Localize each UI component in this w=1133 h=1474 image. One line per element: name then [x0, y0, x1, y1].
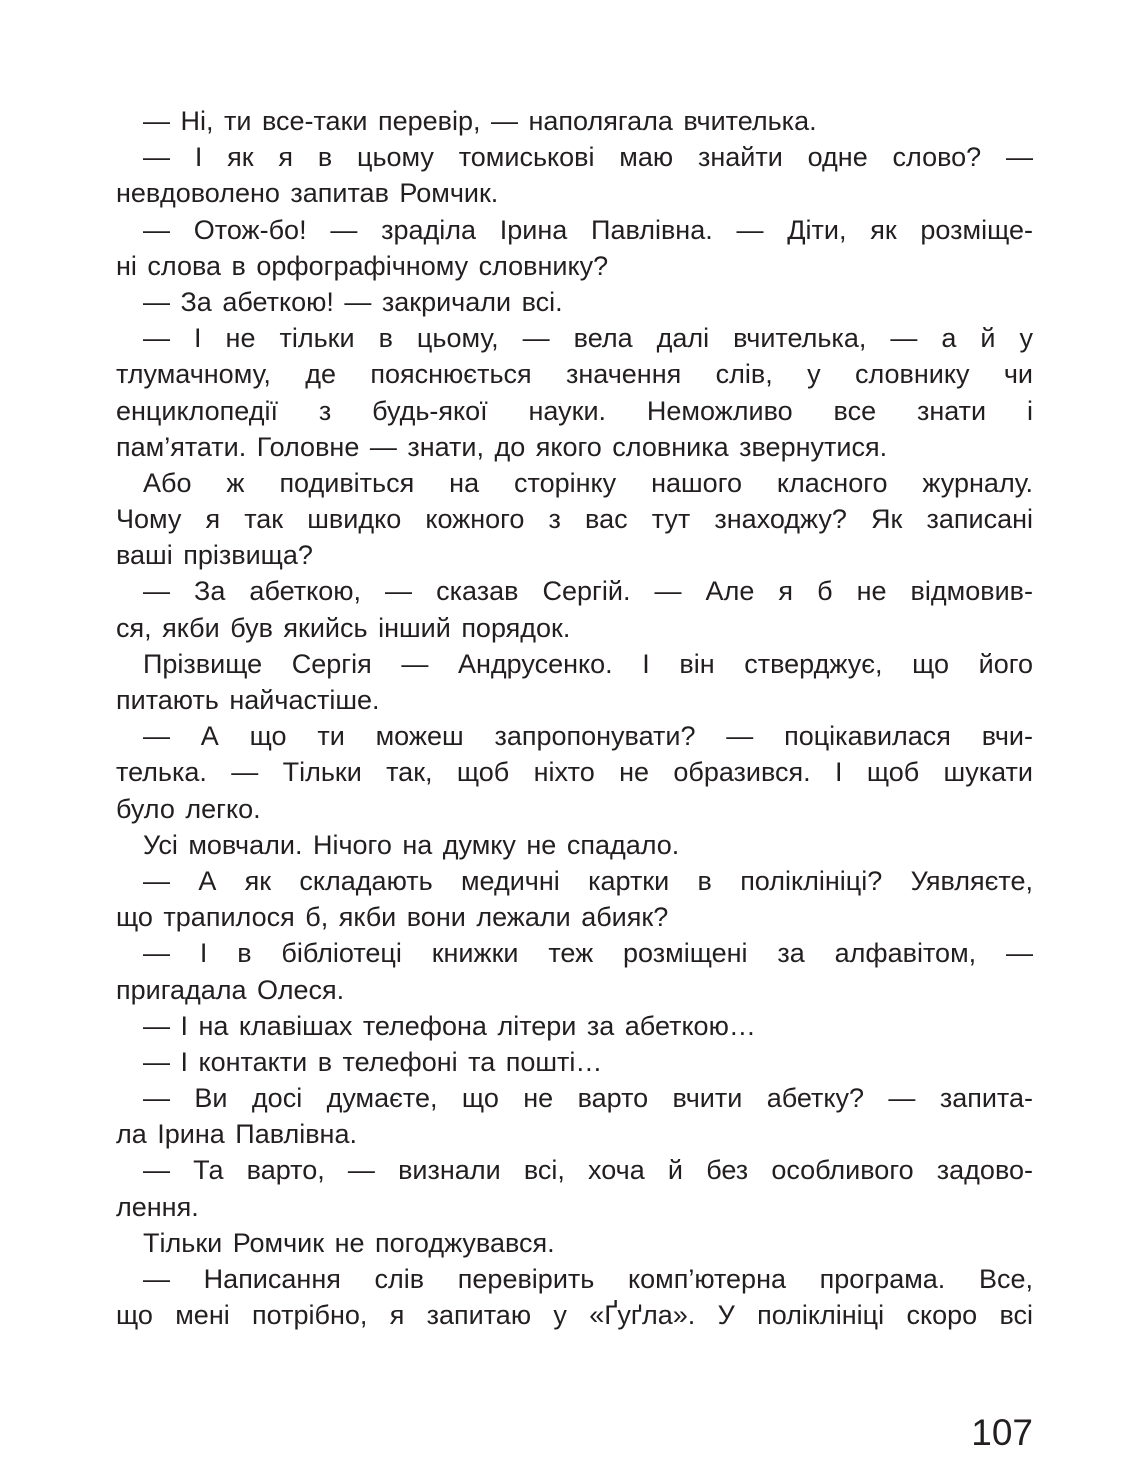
text-line: ні слова в орфографічному словнику?	[116, 250, 609, 281]
text-line: — І не тільки в цьому, — вела далі вчителька, — а й у	[143, 323, 1033, 354]
text-line: що трапилося б, якби вони лежали абияк?	[116, 902, 669, 933]
page-text	[116, 103, 1033, 1333]
text-line: — Ні, ти все-таки перевір, — наполягала вчителька.	[143, 106, 817, 136]
text-line: що мені потрібно, я запитаю у «Ґуґла». У поліклініці скоро всі	[116, 1300, 1033, 1331]
text-line: ваші прізвища?	[116, 540, 313, 571]
text-line: ся, якби був якийсь інший порядок.	[116, 612, 571, 643]
text-line: — За абеткою, — сказав Сергій. — Але я б не відмовив-	[143, 576, 1033, 607]
text-line: питають найчастіше.	[116, 685, 380, 715]
text-line: було легко.	[116, 793, 261, 824]
text-line: — А що ти можеш запропонувати? — поцікавилася вчи-	[143, 721, 1033, 752]
text-line: пригадала Олеся.	[116, 974, 345, 1005]
text-line: — І як я в цьому томиськові маю знайти одне слово? —	[143, 142, 1033, 173]
text-line: — Та варто, — визнали всі, хоча й без особливого задово-	[143, 1155, 1033, 1186]
text-line: — І на клавішах телефона літери за абеткою…	[143, 1010, 756, 1041]
text-line: — А як складають медичні картки в поліклініці? Уявляєте,	[143, 865, 1033, 896]
text-line: — Написання слів перевірить комп’ютерна програма. Все,	[143, 1264, 1033, 1294]
text-line: — Отож-бо! — зраділа Ірина Павлівна. — Діти, як розміще-	[143, 214, 1033, 245]
page-number: 107	[971, 1412, 1033, 1453]
text-line: пам’ятати. Головне — знати, до якого словника звернутися.	[116, 431, 888, 462]
text-line: енциклопедії з будь-якої науки. Неможливо все знати і	[116, 395, 1033, 426]
text-line: телька. — Тільки так, щоб ніхто не образився. І щоб шукати	[116, 757, 1033, 788]
text-line: — Ви досі думаєте, що не варто вчити абетку? — запита-	[143, 1083, 1033, 1114]
text-line: Прізвище Сергія — Андрусенко. І він стверджує, що його	[143, 648, 1033, 679]
text-line: невдоволено запитав Ромчик.	[116, 178, 499, 209]
text-line: — За абеткою! — закричали всі.	[143, 286, 563, 317]
text-line: Чому я так швидко кожного з вас тут знаходжу? Як записані	[116, 504, 1033, 535]
text-line: лення.	[116, 1191, 199, 1222]
text-line: тлумачному, де пояснюється значення слів, у словнику чи	[116, 359, 1033, 390]
text-line: Тільки Ромчик не погоджувався.	[143, 1227, 555, 1258]
text-line: Усі мовчали. Нічого на думку не спадало.	[143, 829, 680, 860]
text-line: ла Ірина Павлівна.	[116, 1119, 357, 1150]
text-line: — І контакти в телефоні та пошті…	[143, 1046, 603, 1077]
text-line: — І в бібліотеці книжки теж розміщені за алфавітом, —	[143, 938, 1033, 969]
text-line: Або ж подивіться на сторінку нашого класного журналу.	[143, 467, 1033, 498]
